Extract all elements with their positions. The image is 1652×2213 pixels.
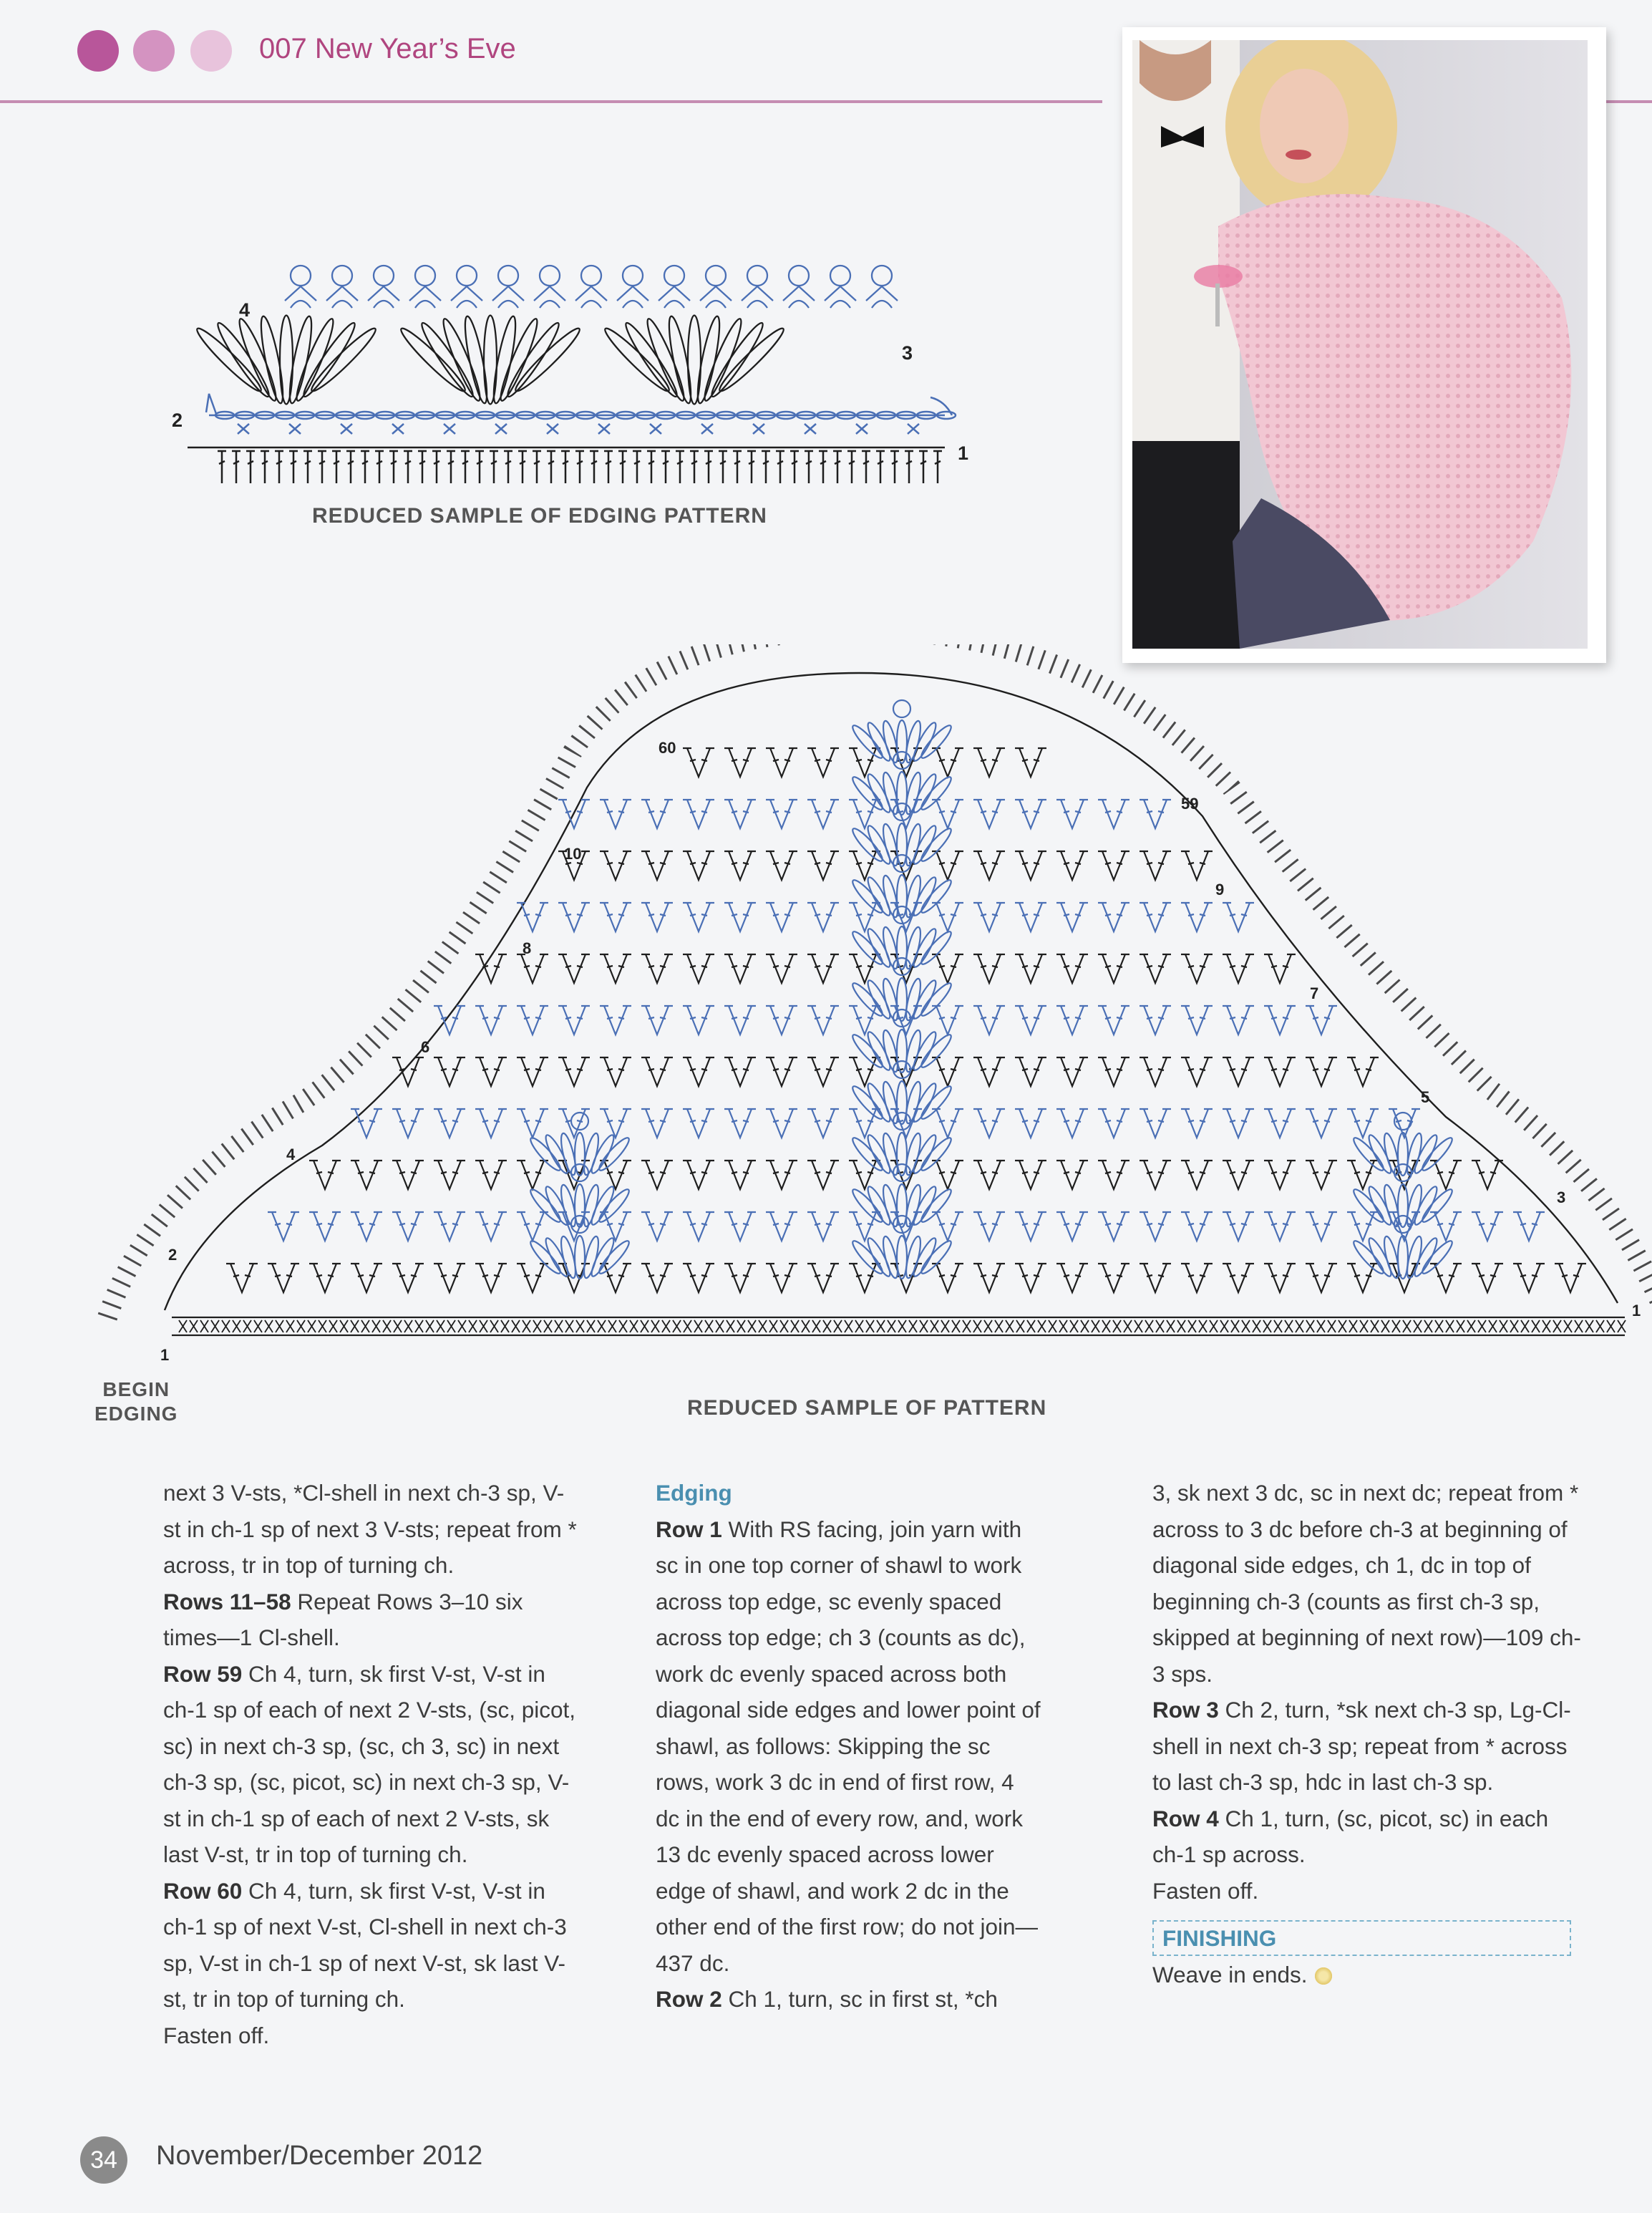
instructions-column-2 bbox=[656, 1475, 1042, 2018]
column1-paragraph: next 3 V-sts, *Cl-shell in next ch-3 sp, V-st in ch-1 sp of next 3 V-sts; repeat from * across, tr in top of turning ch. bbox=[163, 1480, 577, 1578]
row-label: Rows 11–58 bbox=[163, 1588, 291, 1614]
finishing-text: Weave in ends. bbox=[1152, 1961, 1308, 1987]
pattern-row-label-4: 4 bbox=[286, 1146, 296, 1163]
edging-row-label-1: 1 bbox=[958, 442, 969, 464]
column1-paragraph: Fasten off. bbox=[163, 2022, 270, 2048]
pattern-row-label-1-left: 1 bbox=[160, 1346, 170, 1364]
column1-instruction bbox=[163, 1873, 578, 2018]
column2-heading: Edging bbox=[656, 1480, 732, 1506]
column3-paragraph: Fasten off. bbox=[1152, 1877, 1259, 1904]
pattern-chart bbox=[86, 644, 1652, 1403]
column2-instruction bbox=[656, 1511, 1042, 1982]
pattern-row-label-7: 7 bbox=[1310, 984, 1319, 1002]
row-text: Ch 1, turn, sc in first st, *ch bbox=[721, 1986, 998, 2012]
pattern-row-label-8: 8 bbox=[523, 939, 532, 957]
pattern-row-label-9: 9 bbox=[1215, 881, 1225, 899]
model-photo-frame bbox=[1122, 27, 1606, 663]
row-text: Ch 4, turn, sk first V-st, V-st in ch-1 sp of each of next 2 V-sts, (sc, picot, sc) in next ch-3 sp, (sc, ch 3, sc) in next ch-3 sp, (sc, picot, sc) in next ch-3 sp, V-st in ch-1 sp of each of next 2 V-sts, sk last V-st, tr in top of turning ch. bbox=[163, 1660, 576, 1867]
pattern-row-label-2: 2 bbox=[168, 1246, 178, 1264]
end-mark-icon bbox=[1313, 1966, 1333, 1986]
pattern-row-label-3: 3 bbox=[1557, 1188, 1566, 1206]
row-label: Row 59 bbox=[163, 1660, 243, 1687]
section-title: 007 New Year’s Eve bbox=[259, 33, 516, 64]
pattern-row-label-6: 6 bbox=[421, 1038, 430, 1056]
row-text: Ch 2, turn, *sk next ch-3 sp, Lg-Cl-shell in next ch-3 sp; repeat from * across to last ch-3 sp, hdc in last ch-3 sp. bbox=[1152, 1697, 1571, 1795]
pattern-row-label-5: 5 bbox=[1421, 1088, 1430, 1106]
row-label: Row 3 bbox=[1152, 1697, 1219, 1723]
column1-instruction bbox=[163, 1656, 578, 1873]
row-label: Row 1 bbox=[656, 1516, 722, 1542]
page-number: 34 bbox=[80, 2136, 127, 2184]
model-photo bbox=[1132, 40, 1588, 649]
pattern-row-label-1-right: 1 bbox=[1632, 1302, 1641, 1319]
pattern-row-label-59: 59 bbox=[1181, 795, 1199, 813]
row-label: Row 4 bbox=[1152, 1805, 1219, 1831]
edging-chart-caption: REDUCED SAMPLE OF EDGING PATTERN bbox=[312, 504, 767, 528]
row-label: Row 2 bbox=[656, 1986, 722, 2012]
pattern-row-label-10: 10 bbox=[564, 845, 582, 863]
row-text: Repeat Rows 3–10 six times—1 Cl-shell. bbox=[163, 1588, 523, 1650]
instructions-column-3 bbox=[1152, 1475, 1582, 1992]
header-dot-2 bbox=[133, 30, 175, 72]
row-text: Ch 4, turn, sk first V-st, V-st in ch-1 sp of next V-st, Cl-shell in next ch-3 sp, V-st in ch-1 sp of next V-st, sk last V-st, tr in top of turning ch. bbox=[163, 1877, 567, 2012]
column1-instruction bbox=[163, 1584, 578, 1656]
column3-instruction bbox=[1152, 1692, 1582, 1801]
column3-paragraph: 3, sk next 3 dc, sc in next dc; repeat from * across to 3 dc before ch-3 at beginning of diagonal side edges, ch 1, dc in top of beginning ch-3 (counts as first ch-3 sp, skipped at beginning of next row)—109 ch-3 sps. bbox=[1152, 1480, 1581, 1687]
edging-chart bbox=[172, 236, 988, 494]
edging-row-label-3: 3 bbox=[902, 342, 913, 364]
header-dot-1 bbox=[77, 30, 119, 72]
instructions-column-1 bbox=[163, 1475, 578, 2053]
finishing-heading: FINISHING bbox=[1152, 1920, 1571, 1956]
column3-instruction bbox=[1152, 1801, 1582, 1873]
header-dot-3 bbox=[190, 30, 232, 72]
begin-edging-label: BEGIN EDGING bbox=[94, 1378, 178, 1425]
pattern-chart-caption: REDUCED SAMPLE OF PATTERN bbox=[687, 1396, 1047, 1420]
row-text: Ch 1, turn, (sc, picot, sc) in each ch-1 sp across. bbox=[1152, 1805, 1549, 1867]
edging-row-label-4: 4 bbox=[239, 299, 251, 321]
column2-instruction bbox=[656, 1981, 1042, 2018]
row-label: Row 60 bbox=[163, 1877, 243, 1904]
header-rule bbox=[0, 100, 1102, 103]
row-text: With RS facing, join yarn with sc in one top corner of shawl to work across top edge, sc evenly spaced across top edge; ch 3 (counts as dc), work dc evenly spaced across both diagonal side edges and lower point of shawl, as follows: Skipping the sc rows, work 3 dc in end of first row, 4 dc in the end of every row, and, work 13 dc evenly spaced across lower edge of shawl, and work 2 dc in the other end of the first row; do not join—437 dc. bbox=[656, 1516, 1041, 1976]
issue-date: November/December 2012 bbox=[156, 2141, 483, 2171]
pattern-row-label-60: 60 bbox=[659, 739, 676, 757]
edging-row-label-2: 2 bbox=[172, 410, 183, 431]
